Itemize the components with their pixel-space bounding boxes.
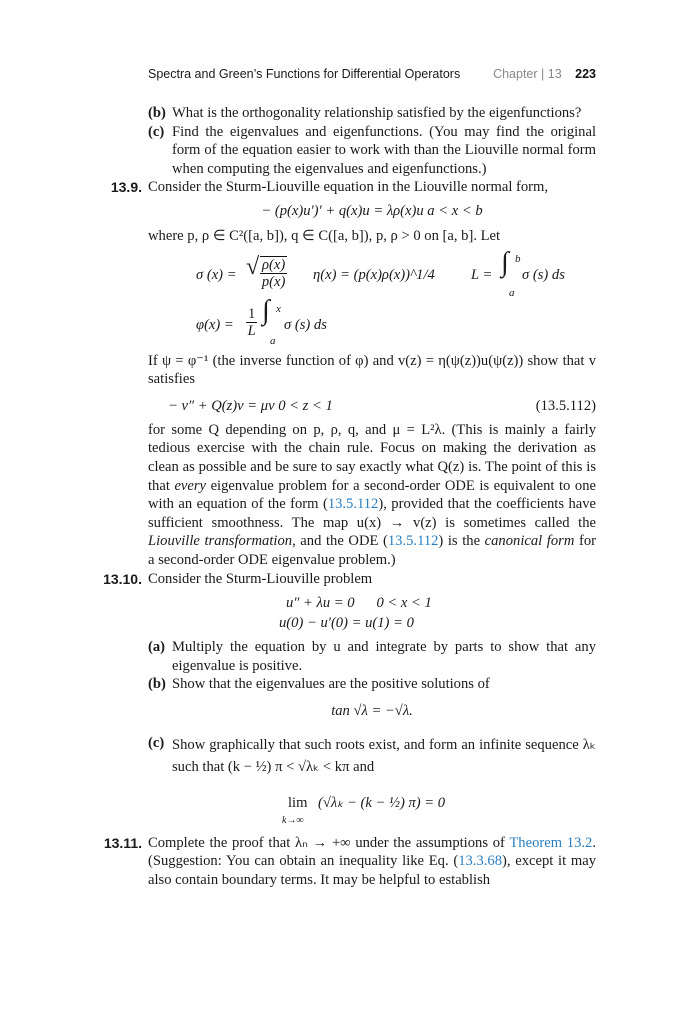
emphasis-every: every [174,477,207,494]
definitions-sigma-eta-L [148,246,596,302]
L-lhs: L = [471,266,493,283]
problem-13-10 [0,570,682,589]
body-text: ), provided that the coefficients have sufficient smoothness. The map u(x) → v(z) is sometimes called the [148,496,596,531]
problem-13-10-a [148,638,596,675]
phi-lower-limit: a [270,334,276,347]
sigma-fraction [260,256,287,290]
phi-fraction [246,306,257,339]
integral-sign: ∫ [262,294,270,326]
sqrt-symbol: √ [246,253,260,280]
lim-operator: lim [288,794,308,811]
boundary-conditions: u(0) − u′(0) = u(1) = 0 [279,615,414,632]
definition-phi [148,294,596,348]
L-lower-limit: a [509,286,515,299]
problem-intro: Consider the Sturm-Liouville problem [148,570,373,587]
item-label: (c) [148,734,165,751]
item-text: Show graphically that such roots exist, and form an infinite sequence λₖ such that (k − ½) π < √λₖ < kπ and [172,736,596,775]
problem-13-10-b [148,675,596,694]
equation-link-13-5-112[interactable]: 13.5.112 [387,533,439,550]
phi-upper-limit: x [276,302,281,315]
problem-number: 13.9. [110,179,142,196]
sigma-denominator: p(x) [261,273,286,290]
equation-sturm-liouville: − (p(x)u′)′ + q(x)u = λρ(x)u a < x < b [261,202,483,219]
problem-13-8-c [148,123,596,179]
sturm-liouville-system [148,592,596,636]
sigma-lhs: σ (x) = [196,266,237,283]
item-text: Show that the eigenvalues are the positive solutions of [172,676,490,693]
problem-intro: Consider the Sturm-Liouville equation in the Liouville normal form, [148,179,549,196]
equation-body: − v″ + Q(z)v = μv 0 < z < 1 [168,397,333,414]
item-text: What is the orthogonality relationship satisfied by the eigenfunctions? [172,105,582,121]
lim-body: (√λₖ − (k − ½) π) = 0 [318,794,446,811]
item-text: Find the eigenvalues and eigenfunctions. (You may find the original form of the equation easier to work with than the Liouville normal form when computing the eigenvalues and eigenfunctions.) [172,123,596,177]
body-text: for some Q depending on p, ρ, q, and μ = L²λ. (This is mainly a fairly tedious exercise with the chain rule. Focus on making the derivation as clean as possible and be sure to say exactly what Q(z) is. The point of this is that [148,421,596,494]
theorem-link-13-2[interactable]: Theorem 13.2 [509,834,593,851]
body-text: for a second-order ODE eigenvalue problem.) [148,533,596,568]
L-integrand: σ (s) ds [522,266,565,283]
phi-denominator: L [247,322,256,339]
page-number: 223 [575,67,596,81]
emphasis-canonical-form: canonical form [484,533,575,550]
problem-13-9-body [148,421,596,570]
limit-equation [148,784,596,830]
body-text: Complete the proof that λₙ → +∞ under the assumptions of [148,834,510,851]
body-text: ), except it may also contain boundary terms. It may be helpful to establish [148,853,596,889]
emphasis-liouville-transformation: Liouville transformation [148,533,293,550]
phi-integrand: σ (s) ds [284,316,327,333]
equation-link-13-3-68[interactable]: 13.3.68 [458,853,502,870]
problem-13-8-b [148,104,596,123]
body-text: ) is the [438,533,485,550]
eta-definition: η(x) = (p(x)ρ(x))^1/4 [313,266,435,283]
where-clause: where p, ρ ∈ C²([a, b]), q ∈ C([a, b]), p, ρ > 0 on [a, b]. Let [148,227,501,244]
item-label: (c) [148,123,165,140]
equation-tag: (13.5.112) [535,397,596,414]
sigma-numerator: ρ(x) [262,256,286,273]
if-statement: If ψ = φ⁻¹ (the inverse function of φ) and v(z) = η(ψ(z))u(ψ(z)) show that v satisfies [148,352,596,388]
problem-13-10-c [148,734,596,778]
integral-sign: ∫ [501,246,509,278]
body-text: , and the ODE ( [292,533,388,550]
item-label: (b) [148,105,166,121]
header-right [493,67,596,81]
body-text: eigenvalue problem for a second-order ODE is equivalent to one with an equation of the form ( [148,477,596,513]
body-text: . (Suggestion: You can obtain an inequality like Eq. ( [148,834,596,870]
L-upper-limit: b [515,252,521,265]
problem-13-9 [0,178,682,197]
ode-equation: u″ + λu = 0 0 < x < 1 [286,595,432,612]
item-text: Multiply the equation by u and integrate by parts to show that any eigenvalue is positive. [172,639,596,674]
item-label: (b) [148,676,166,693]
page-header [148,64,596,84]
problem-number: 13.10. [103,570,142,587]
problem-13-11 [0,834,682,890]
problem-number: 13.11. [103,834,142,851]
item-label: (a) [148,639,166,656]
lim-subscript: k→∞ [282,814,304,826]
equation-link-13-5-112[interactable]: 13.5.112 [327,496,379,513]
page-body [0,104,682,890]
phi-numerator: 1 [248,305,256,322]
equation-13-5-112 [148,395,596,417]
tan-equation: tan √λ = −√λ. [331,702,413,719]
running-title: Spectra and Green’s Functions for Differential Operators [148,67,461,81]
chapter-label: Chapter | 13 [493,67,562,81]
phi-lhs: φ(x) = [196,316,234,333]
problem-text [148,834,596,890]
